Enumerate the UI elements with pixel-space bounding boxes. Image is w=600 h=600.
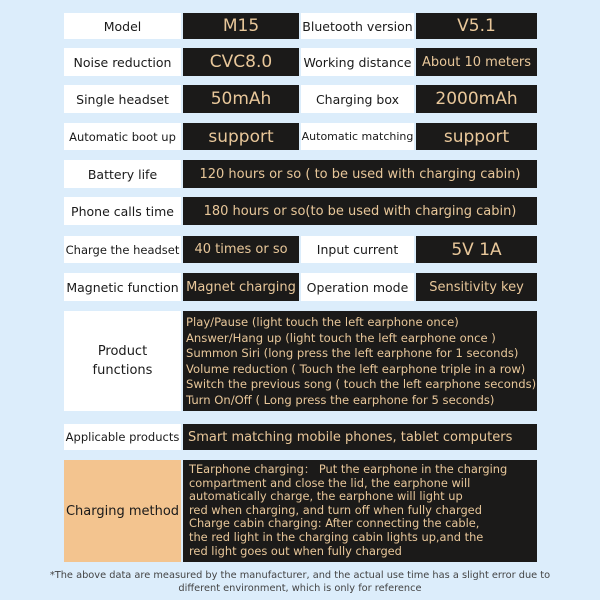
bluetooth-version-label: Bluetooth version [301, 13, 414, 39]
product-functions-list [183, 311, 537, 411]
noise-reduction-value: CVC8.0 [183, 48, 299, 76]
phone-calls-time-label: Phone calls time [64, 197, 181, 225]
charging-method-line: automatically charge, the earphone will light up [189, 489, 463, 504]
function-line: Answer/Hang up (light touch the left earphone once ) [186, 330, 496, 345]
charging-box-value: 2000mAh [416, 85, 537, 113]
model-value: M15 [183, 13, 299, 39]
function-line: Volume reduction ( Touch the left earphone triple in a row) [186, 361, 526, 376]
charging-method-line: TEarphone charging： Put the earphone in the charging [189, 462, 508, 476]
phone-calls-time-value: 180 hours or so(to be used with charging cabin) [183, 197, 537, 225]
input-current-label: Input current [301, 236, 414, 263]
single-headset-value: 50mAh [183, 85, 299, 113]
automatic-matching-label: Automatic matching [301, 123, 414, 150]
function-line: Summon Siri (long press the left earphone for 1 seconds) [186, 346, 519, 361]
battery-life-value: 120 hours or so ( to be used with charging cabin) [183, 160, 537, 188]
function-line: Turn On/Off ( Long press the earphone for 5 seconds) [186, 392, 495, 407]
applicable-products-label: Applicable products [64, 424, 181, 450]
charging-method-label: Charging method [64, 460, 181, 562]
working-distance-value: About 10 meters [416, 48, 537, 76]
automatic-boot-up-value: support [183, 123, 299, 150]
battery-life-label: Battery life [64, 160, 181, 188]
operation-mode-value: Sensitivity key [416, 273, 537, 301]
charge-headset-value: 40 times or so [183, 236, 299, 263]
bluetooth-version-value: V5.1 [416, 13, 537, 39]
charging-method-line: compartment and close the lid, the earphone will [189, 475, 471, 490]
single-headset-label: Single headset [64, 85, 181, 113]
product-functions-label-line2: functions [92, 363, 153, 378]
charging-box-label: Charging box [301, 85, 414, 113]
product-functions-label [64, 311, 181, 411]
function-line: Play/Pause (light touch the left earphone once) [186, 315, 459, 329]
function-line: Switch the previous song ( touch the left earphone seconds) [186, 377, 537, 392]
magnetic-function-value: Magnet charging [183, 273, 299, 301]
applicable-products-value: Smart matching mobile phones, tablet computers [183, 424, 537, 450]
working-distance-label: Working distance [301, 48, 414, 76]
charging-method-text [183, 460, 537, 562]
footnote: *The above data are measured by the manufacturer, and the actual use time has a slight error due to different environment, which is only for reference [49, 570, 551, 594]
product-functions-label-line1: Product [97, 344, 148, 359]
automatic-matching-value: support [416, 123, 537, 150]
charging-method-line: red when charging, and turn off when fully charged [189, 502, 482, 517]
operation-mode-label: Operation mode [301, 273, 414, 301]
charging-method-line: the red light in the charging cabin lights up,and the [189, 529, 484, 544]
magnetic-function-label: Magnetic function [64, 273, 181, 301]
input-current-value: 5V 1A [416, 236, 537, 263]
automatic-boot-up-label: Automatic boot up [64, 123, 181, 150]
noise-reduction-label: Noise reduction [64, 48, 181, 76]
charging-method-line: Charge cabin charging: After connecting the cable, [189, 516, 480, 531]
charge-headset-label: Charge the headset [64, 236, 181, 263]
model-label: Model [64, 13, 181, 39]
charging-method-line: red light goes out when fully charged [189, 543, 402, 558]
